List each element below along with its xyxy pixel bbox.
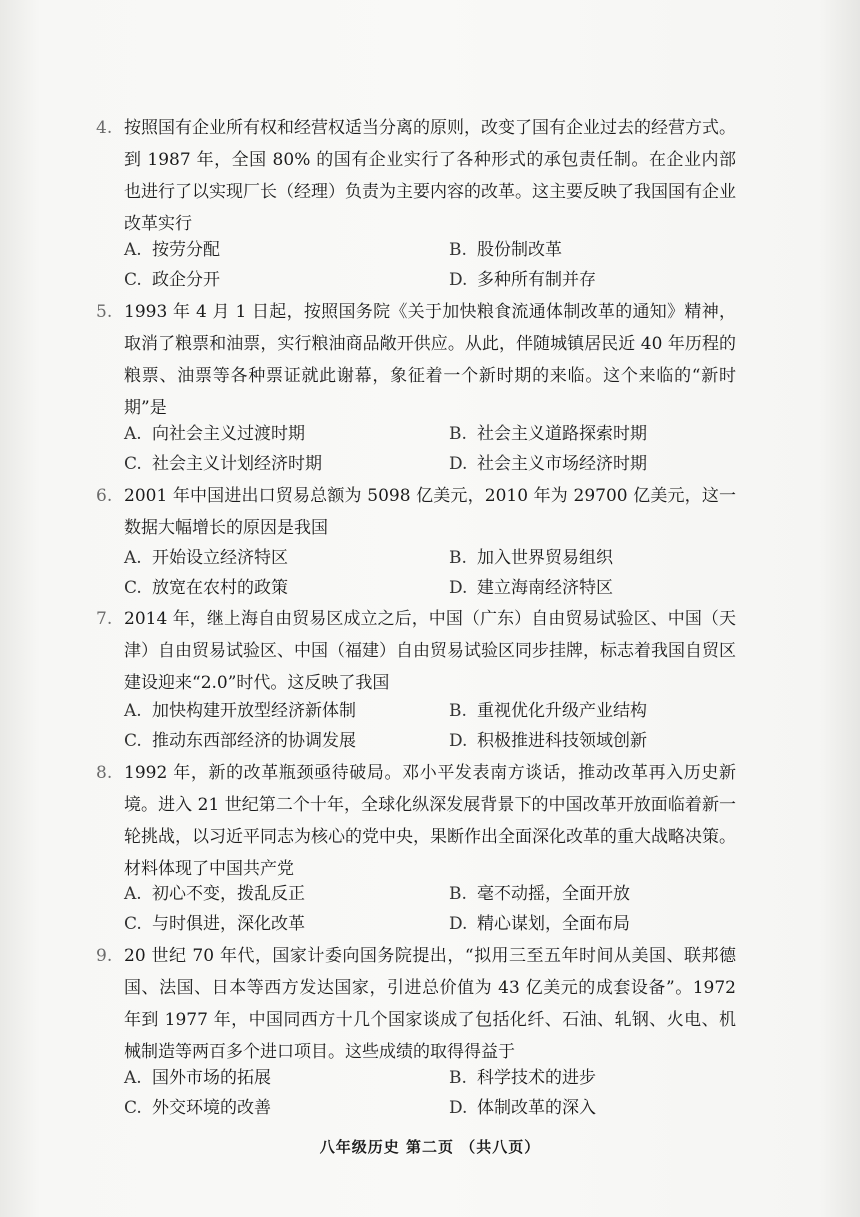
option-d: D. 社会主义市场经济时期 <box>449 454 647 474</box>
option-b: B. 毫不动摇，全面开放 <box>449 884 630 904</box>
options-5 <box>124 420 744 480</box>
option-b: B. 加入世界贸易组织 <box>449 548 613 568</box>
question-5 <box>96 296 736 424</box>
option-c: C. 外交环境的改善 <box>124 1098 271 1118</box>
question-stem: 1993 年 4 月 1 日起，按照国务院《关于加快粮食流通体制改革的通知》精神，取消了粮票和油票，实行粮油商品敞开供应。从此，伴随城镇居民近 40 年历程的粮票、油票等各种票证就此谢幕，象征着一个新时期的来临。这个来临的“新时期”是 <box>124 302 736 418</box>
option-c: C. 政企分开 <box>124 270 220 290</box>
question-stem: 1992 年，新的改革瓶颈亟待破局。邓小平发表南方谈话，推动改革再入历史新境。进入 21 世纪第二个十年，全球化纵深发展背景下的中国改革开放面临着新一轮挑战，以习近平同志为核心的党中央，果断作出全面深化改革的重大战略决策。材料体现了中国共产党 <box>124 763 736 879</box>
option-a: A. 向社会主义过渡时期 <box>124 424 305 444</box>
option-a: A. 开始设立经济特区 <box>124 548 288 568</box>
option-a: A. 初心不变，拨乱反正 <box>124 884 305 904</box>
options-6 <box>124 544 744 604</box>
question-stem: 按照国有企业所有权和经营权适当分离的原则，改变了国有企业过去的经营方式。到 1987 年，全国 80% 的国有企业实行了各种形式的承包责任制。在企业内部也进行了以实现厂长（经理）负责为主要内容的改革。这主要反映了我国国有企业改革实行 <box>124 118 736 234</box>
options-9 <box>124 1064 744 1124</box>
option-c: C. 社会主义计划经济时期 <box>124 454 322 474</box>
question-number: 9. <box>96 946 113 966</box>
option-b: B. 重视优化升级产业结构 <box>449 701 647 721</box>
option-d: D. 积极推进科技领域创新 <box>449 731 647 751</box>
option-d: D. 体制改革的深入 <box>449 1098 596 1118</box>
option-b: B. 股份制改革 <box>449 240 562 260</box>
question-9 <box>96 940 736 1068</box>
question-number: 7. <box>96 609 113 629</box>
question-stem: 2001 年中国进出口贸易总额为 5098 亿美元，2010 年为 29700 亿美元，这一数据大幅增长的原因是我国 <box>124 486 736 538</box>
option-b: B. 科学技术的进步 <box>449 1068 596 1088</box>
options-4 <box>124 236 744 296</box>
option-d: D. 精心谋划，全面布局 <box>449 914 630 934</box>
option-d: D. 建立海南经济特区 <box>449 578 613 598</box>
question-4 <box>96 112 736 240</box>
option-a: A. 加快构建开放型经济新体制 <box>124 701 356 721</box>
option-c: C. 与时俱进，深化改革 <box>124 914 305 934</box>
option-d: D. 多种所有制并存 <box>449 270 596 290</box>
question-number: 6. <box>96 486 113 506</box>
option-b: B. 社会主义道路探索时期 <box>449 424 647 444</box>
option-a: A. 按劳分配 <box>124 240 220 260</box>
question-number: 5. <box>96 302 113 322</box>
option-c: C. 放宽在农村的政策 <box>124 578 288 598</box>
question-stem: 2014 年，继上海自由贸易区成立之后，中国（广东）自由贸易试验区、中国（天津）自由贸易试验区、中国（福建）自由贸易试验区同步挂牌，标志着我国自贸区建设迎来“2.0”时代。这反映了我国 <box>124 609 736 693</box>
question-8 <box>96 757 736 885</box>
question-number: 4. <box>96 118 113 138</box>
question-6 <box>96 480 736 544</box>
options-8 <box>124 880 744 940</box>
question-number: 8. <box>96 763 113 783</box>
page-footer: 八年级历史 第二页 （共八页） <box>319 1138 541 1156</box>
option-a: A. 国外市场的拓展 <box>124 1068 271 1088</box>
option-c: C. 推动东西部经济的协调发展 <box>124 731 356 751</box>
question-stem: 20 世纪 70 年代，国家计委向国务院提出，“拟用三至五年时间从美国、联邦德国、法国、日本等西方发达国家，引进总价值为 43 亿美元的成套设备”。1972 年到 1977 年，中国同西方十几个国家谈成了包括化纤、石油、轧钢、火电、机械制造等两百多个进口项目。这些成绩的取得得益于 <box>124 946 736 1062</box>
question-7 <box>96 603 736 699</box>
options-7 <box>124 697 744 757</box>
